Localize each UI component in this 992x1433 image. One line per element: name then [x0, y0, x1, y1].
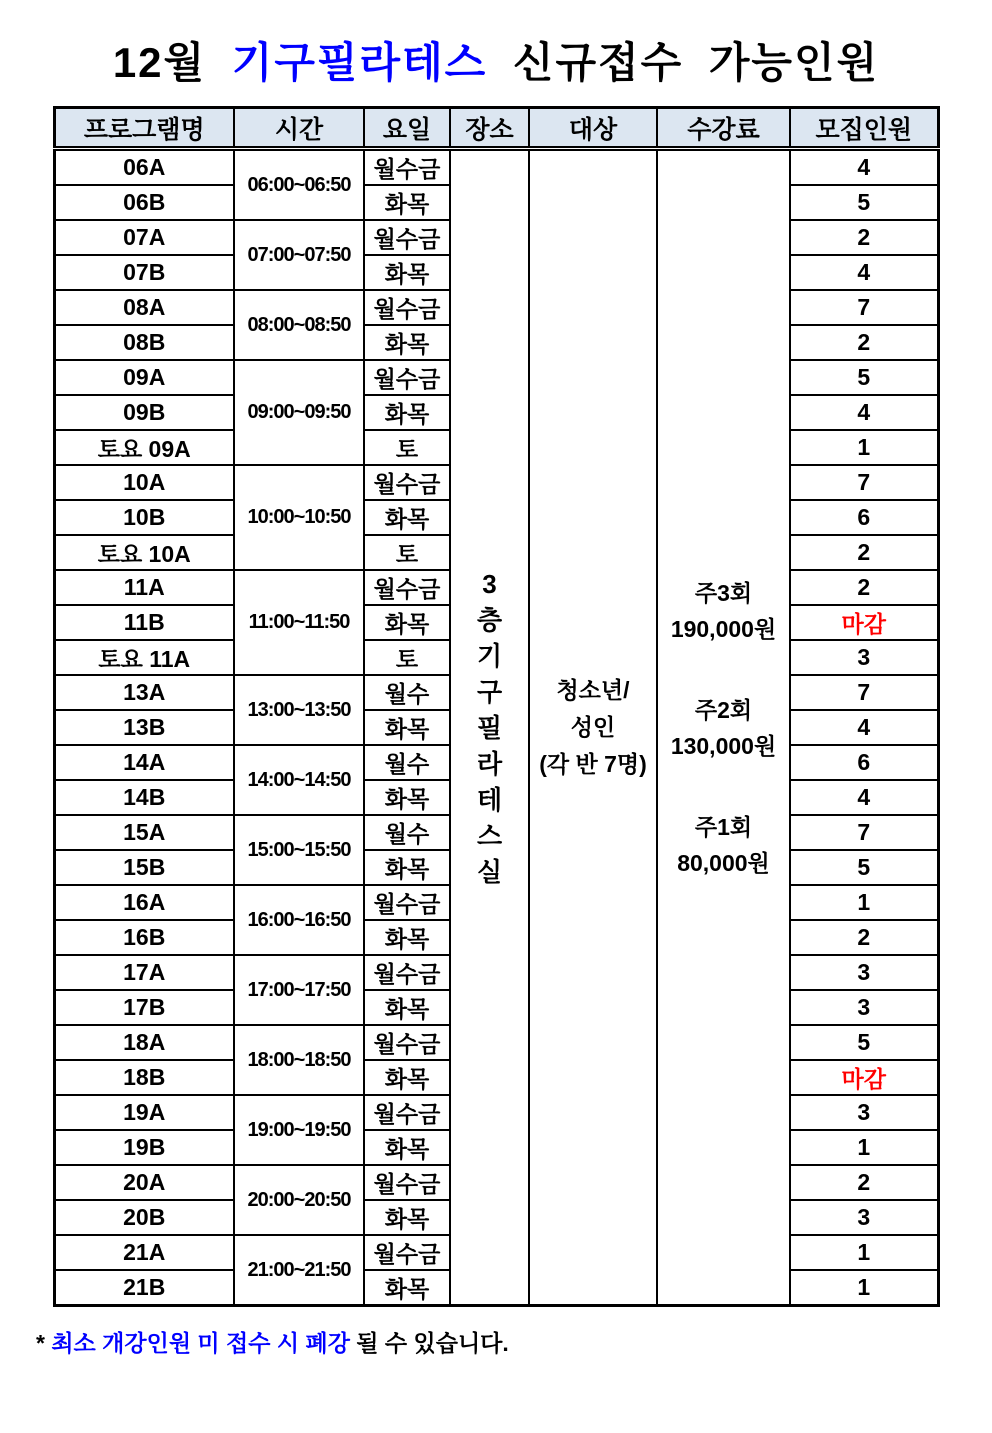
- title-prefix: 12월: [112, 39, 232, 86]
- column-header-2: 요일: [364, 108, 450, 149]
- capacity-cell: 2: [790, 570, 938, 605]
- program-cell: 11B: [54, 605, 234, 640]
- days-cell: 화목: [364, 255, 450, 290]
- fee-price: 80,000원: [677, 849, 770, 876]
- program-cell: 08B: [54, 325, 234, 360]
- time-cell: 08:00~08:50: [234, 290, 364, 360]
- time-cell: 21:00~21:50: [234, 1235, 364, 1306]
- capacity-cell: 4: [790, 780, 938, 815]
- capacity-cell: 5: [790, 185, 938, 220]
- column-header-6: 모집인원: [790, 108, 938, 149]
- capacity-cell: 7: [790, 815, 938, 850]
- capacity-cell: 1: [790, 1130, 938, 1165]
- capacity-cell: 6: [790, 500, 938, 535]
- table-row: [54, 149, 938, 186]
- time-cell: 14:00~14:50: [234, 745, 364, 815]
- program-cell: 16B: [54, 920, 234, 955]
- page-title: [0, 30, 992, 90]
- capacity-cell: 5: [790, 850, 938, 885]
- capacity-cell: 4: [790, 710, 938, 745]
- program-cell: 09B: [54, 395, 234, 430]
- days-cell: 월수금: [364, 149, 450, 186]
- capacity-cell: 7: [790, 675, 938, 710]
- column-header-5: 수강료: [657, 108, 790, 149]
- capacity-cell: 1: [790, 885, 938, 920]
- title-suffix: 신규접수 가능인원: [487, 39, 880, 86]
- days-cell: 화목: [364, 1270, 450, 1306]
- capacity-cell: 6: [790, 745, 938, 780]
- capacity-cell: 마감: [790, 1060, 938, 1095]
- capacity-cell: 2: [790, 325, 938, 360]
- days-cell: 화목: [364, 1200, 450, 1235]
- capacity-cell: 4: [790, 149, 938, 186]
- program-cell: 13B: [54, 710, 234, 745]
- program-cell: 15A: [54, 815, 234, 850]
- days-cell: 월수금: [364, 360, 450, 395]
- program-cell: 토요 11A: [54, 640, 234, 675]
- location-char: 기: [476, 640, 503, 671]
- program-cell: 11A: [54, 570, 234, 605]
- program-cell: 14B: [54, 780, 234, 815]
- program-cell: 21B: [54, 1270, 234, 1306]
- target-line: 성인: [570, 714, 616, 740]
- capacity-cell: 3: [790, 990, 938, 1025]
- days-cell: 화목: [364, 605, 450, 640]
- program-cell: 14A: [54, 745, 234, 780]
- days-cell: 월수금: [364, 1235, 450, 1270]
- program-cell: 20A: [54, 1165, 234, 1200]
- days-cell: 월수금: [364, 1095, 450, 1130]
- title-highlight: 기구필라테스: [231, 39, 488, 86]
- capacity-cell: 2: [790, 1165, 938, 1200]
- days-cell: 화목: [364, 500, 450, 535]
- program-cell: 20B: [54, 1200, 234, 1235]
- location-char: 구: [476, 676, 503, 707]
- capacity-cell: 4: [790, 395, 938, 430]
- program-cell: 17B: [54, 990, 234, 1025]
- program-cell: 19B: [54, 1130, 234, 1165]
- capacity-cell: 7: [790, 290, 938, 325]
- location-cell: [450, 149, 529, 1306]
- time-cell: 11:00~11:50: [234, 570, 364, 675]
- days-cell: 월수금: [364, 220, 450, 255]
- days-cell: 월수금: [364, 570, 450, 605]
- days-cell: 월수금: [364, 290, 450, 325]
- capacity-cell: 3: [790, 640, 938, 675]
- capacity-cell: 4: [790, 255, 938, 290]
- days-cell: 월수: [364, 675, 450, 710]
- location-char: 3: [482, 568, 497, 599]
- footnote-rest: 될 수 있습니다.: [349, 1330, 509, 1356]
- days-cell: 화목: [364, 1130, 450, 1165]
- location-char: 필: [476, 712, 503, 743]
- program-cell: 13A: [54, 675, 234, 710]
- days-cell: 화목: [364, 395, 450, 430]
- program-cell: 07B: [54, 255, 234, 290]
- days-cell: 월수금: [364, 1165, 450, 1200]
- program-cell: 10A: [54, 465, 234, 500]
- fee-frequency: 주1회: [694, 813, 753, 840]
- capacity-cell: 1: [790, 430, 938, 465]
- days-cell: 월수: [364, 815, 450, 850]
- time-cell: 17:00~17:50: [234, 955, 364, 1025]
- fee-frequency: 주2회: [694, 696, 753, 723]
- fee-group: [658, 809, 789, 881]
- time-cell: 19:00~19:50: [234, 1095, 364, 1165]
- time-cell: 10:00~10:50: [234, 465, 364, 570]
- time-cell: 15:00~15:50: [234, 815, 364, 885]
- time-cell: 07:00~07:50: [234, 220, 364, 290]
- column-header-4: 대상: [529, 108, 657, 149]
- fee-price: 190,000원: [670, 615, 777, 642]
- capacity-cell: 2: [790, 220, 938, 255]
- time-cell: 16:00~16:50: [234, 885, 364, 955]
- days-cell: 토: [364, 640, 450, 675]
- days-cell: 화목: [364, 780, 450, 815]
- schedule-table: [53, 106, 940, 1307]
- target-line: 청소년/: [556, 677, 630, 703]
- location-char: 테: [476, 784, 503, 815]
- fee-frequency: 주3회: [694, 579, 753, 606]
- footnote-highlight: 최소 개강인원 미 접수 시 폐강: [51, 1330, 350, 1356]
- fee-cell: [657, 149, 790, 1306]
- program-cell: 18B: [54, 1060, 234, 1095]
- capacity-cell: 5: [790, 1025, 938, 1060]
- program-cell: 09A: [54, 360, 234, 395]
- location-char: 층: [476, 604, 503, 635]
- capacity-cell: 3: [790, 955, 938, 990]
- days-cell: 화목: [364, 920, 450, 955]
- program-cell: 15B: [54, 850, 234, 885]
- days-cell: 월수금: [364, 465, 450, 500]
- capacity-cell: 1: [790, 1270, 938, 1306]
- capacity-cell: 마감: [790, 605, 938, 640]
- program-cell: 21A: [54, 1235, 234, 1270]
- program-cell: 토요 10A: [54, 535, 234, 570]
- days-cell: 토: [364, 535, 450, 570]
- program-cell: 08A: [54, 290, 234, 325]
- days-cell: 화목: [364, 850, 450, 885]
- footnote-bullet: *: [36, 1330, 52, 1356]
- schedule-table-body: [54, 149, 938, 1306]
- days-cell: 월수: [364, 745, 450, 780]
- time-cell: 06:00~06:50: [234, 149, 364, 221]
- program-cell: 07A: [54, 220, 234, 255]
- column-header-1: 시간: [234, 108, 364, 149]
- time-cell: 13:00~13:50: [234, 675, 364, 745]
- fee-group: [658, 692, 789, 764]
- program-cell: 16A: [54, 885, 234, 920]
- footnote: [36, 1325, 992, 1358]
- column-header-0: 프로그램명: [54, 108, 234, 149]
- location-char: 스: [476, 820, 503, 851]
- days-cell: 토: [364, 430, 450, 465]
- capacity-cell: 1: [790, 1235, 938, 1270]
- days-cell: 월수금: [364, 885, 450, 920]
- program-cell: 06A: [54, 149, 234, 186]
- program-cell: 19A: [54, 1095, 234, 1130]
- time-cell: 18:00~18:50: [234, 1025, 364, 1095]
- capacity-cell: 2: [790, 535, 938, 570]
- location-char: 라: [476, 748, 503, 779]
- days-cell: 화목: [364, 185, 450, 220]
- capacity-cell: 3: [790, 1095, 938, 1130]
- days-cell: 월수금: [364, 1025, 450, 1060]
- days-cell: 월수금: [364, 955, 450, 990]
- fee-price: 130,000원: [670, 732, 777, 759]
- days-cell: 화목: [364, 990, 450, 1025]
- location-char: 실: [476, 856, 503, 887]
- target-line: (각 반 7명): [539, 751, 647, 777]
- program-cell: 10B: [54, 500, 234, 535]
- time-cell: 20:00~20:50: [234, 1165, 364, 1235]
- column-header-3: 장소: [450, 108, 529, 149]
- capacity-cell: 7: [790, 465, 938, 500]
- days-cell: 화목: [364, 325, 450, 360]
- program-cell: 18A: [54, 1025, 234, 1060]
- days-cell: 화목: [364, 710, 450, 745]
- fee-group: [658, 575, 789, 647]
- program-cell: 06B: [54, 185, 234, 220]
- days-cell: 화목: [364, 1060, 450, 1095]
- program-cell: 17A: [54, 955, 234, 990]
- time-cell: 09:00~09:50: [234, 360, 364, 465]
- program-cell: 토요 09A: [54, 430, 234, 465]
- capacity-cell: 2: [790, 920, 938, 955]
- header-row: [54, 108, 938, 149]
- capacity-cell: 5: [790, 360, 938, 395]
- capacity-cell: 3: [790, 1200, 938, 1235]
- target-cell: [529, 149, 657, 1306]
